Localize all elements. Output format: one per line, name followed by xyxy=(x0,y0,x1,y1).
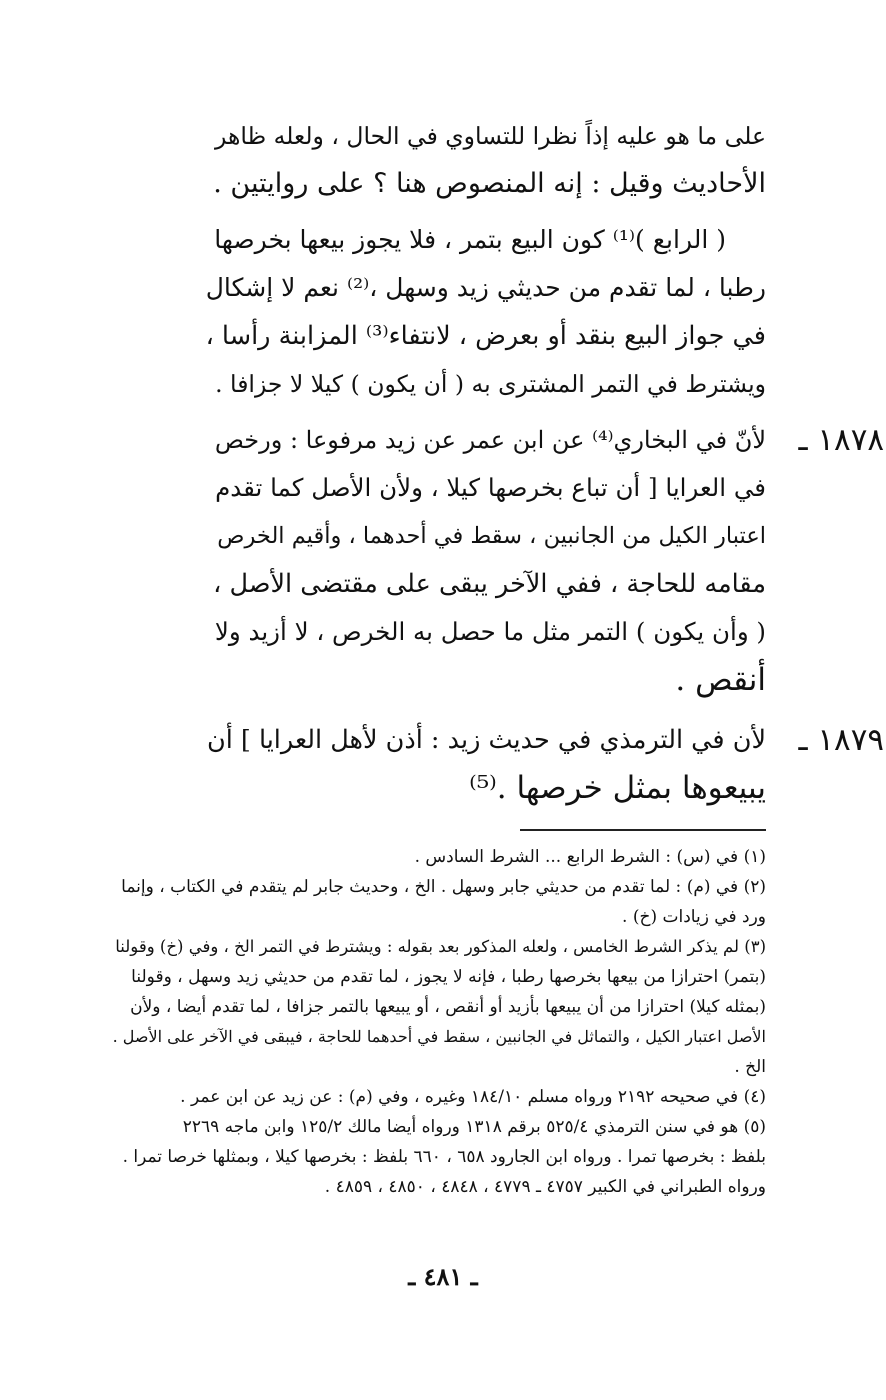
entry-1878 xyxy=(206,416,884,704)
text-line: لأنّ في البخاري⁽⁴⁾ عن ابن عمر عن زيد مرفوعا : ورخص xyxy=(214,426,766,454)
footnote-line: الخ . xyxy=(734,1057,766,1077)
entry-number: ١٨٧٩ ـ xyxy=(798,722,884,758)
footnote-line: ورواه الطبراني في الكبير ٤٧٥٧ ـ ٤٧٧٩ ، ٤٨٤٨ ، ٤٨٥٠ ، ٤٨٥٩ . xyxy=(324,1177,766,1197)
footnote-line: (٥) هو في سنن الترمذي ٥٢٥/٤ برقم ١٣١٨ ورواه أيضا مالك ١٢٥/٢ وابن ماجه ٢٢٦٩ xyxy=(182,1117,766,1137)
footnote-line: بلفظ : بخرصها تمرا . ورواه ابن الجارود ٦٥٨ ، ٦٦٠ بلفظ : بخرصها كيلا ، وبمثلها خرصا تمرا . xyxy=(122,1147,766,1167)
footnote-line: (بتمر) احترازا من بيعها بخرصها رطبا ، فإنه لا يجوز ، لما تقدم من حديثي زيد وسهل ، وقولنا xyxy=(131,967,766,987)
text-line: على ما هو عليه إذاً نظرا للتساوي في الحال ، ولعله ظاهر xyxy=(214,122,766,150)
footnote-line: (بمثله كيلا) احترازا من أن يبيعها بأزيد أو أنقص ، أو يبيعها بالتمر جزافا ، لما تقدم أيضا ، ولأن xyxy=(130,997,766,1017)
text-line: في العرايا [ أن تباع بخرصها كيلا ، ولأن الأصل كما تقدم xyxy=(215,473,766,502)
text-line: في جواز البيع بنقد أو بعرض ، لانتفاء⁽³⁾ المزابنة رأسا ، xyxy=(205,321,766,351)
text-line: أنقص . xyxy=(675,662,766,698)
footnote-line: ورد في زيادات (خ) . xyxy=(622,907,766,927)
text-line: اعتبار الكيل من الجانبين ، سقط في أحدهما ، وأقيم الخرص xyxy=(217,523,766,549)
text-line: الأحاديث وقيل : إنه المنصوص هنا ؟ على روايتين . xyxy=(213,168,766,199)
footnote-separator xyxy=(520,829,766,831)
text-line: مقامه للحاجة ، ففي الآخر يبقى على مقتضى الأصل ، xyxy=(213,569,766,599)
text-line: يبيعوها بمثل خرصها .⁽⁵⁾ xyxy=(469,770,766,806)
footnote-line: (٣) لم يذكر الشرط الخامس ، ولعله المذكور بعد بقوله : ويشترط في التمر الخ ، وفي (خ) وقولنا xyxy=(115,937,766,956)
paragraph-intro xyxy=(206,112,766,208)
footnote-line: (١) في (س) : الشرط الرابع ... الشرط السادس . xyxy=(414,847,766,867)
paragraph-fourth-condition xyxy=(206,216,766,408)
text-line: لأن في الترمذي في حديث زيد : أذن لأهل العرايا ] أن xyxy=(206,725,766,755)
page-number: ـ ٤٨١ ـ xyxy=(408,1262,478,1291)
footnote-line: (٢) في (م) : لما تقدم من حديثي جابر وسهل . الخ ، وحديث جابر لم يتقدم في الكتاب ، وإنما xyxy=(121,877,766,897)
footnote-line: (٤) في صحيحه ٢١٩٢ ورواه مسلم ١٨٤/١٠ وغيره ، وفي (م) : عن زيد عن ابن عمر . xyxy=(180,1087,766,1107)
entry-number: ١٨٧٨ ـ xyxy=(798,422,884,458)
text-line: ويشترط في التمر المشترى به ( أن يكون ) كيلا لا جزافا . xyxy=(215,370,766,398)
footnote-line: الأصل اعتبار الكيل ، والتماثل في الجانبين ، سقط في أحدهما للحاجة ، فيبقى في الآخر على الأصل . xyxy=(112,1027,766,1046)
footnotes xyxy=(106,842,766,1202)
text-line: ( الرابع )⁽¹⁾ كون البيع بتمر ، فلا يجوز بيعها بخرصها xyxy=(214,225,726,254)
text-line: رطبا ، لما تقدم من حديثي زيد وسهل ،⁽²⁾ نعم لا إشكال xyxy=(205,273,766,302)
entry-1879 xyxy=(206,716,884,812)
text-line: ( وأن يكون ) التمر مثل ما حصل به الخرص ، لا أزيد ولا xyxy=(214,617,766,646)
